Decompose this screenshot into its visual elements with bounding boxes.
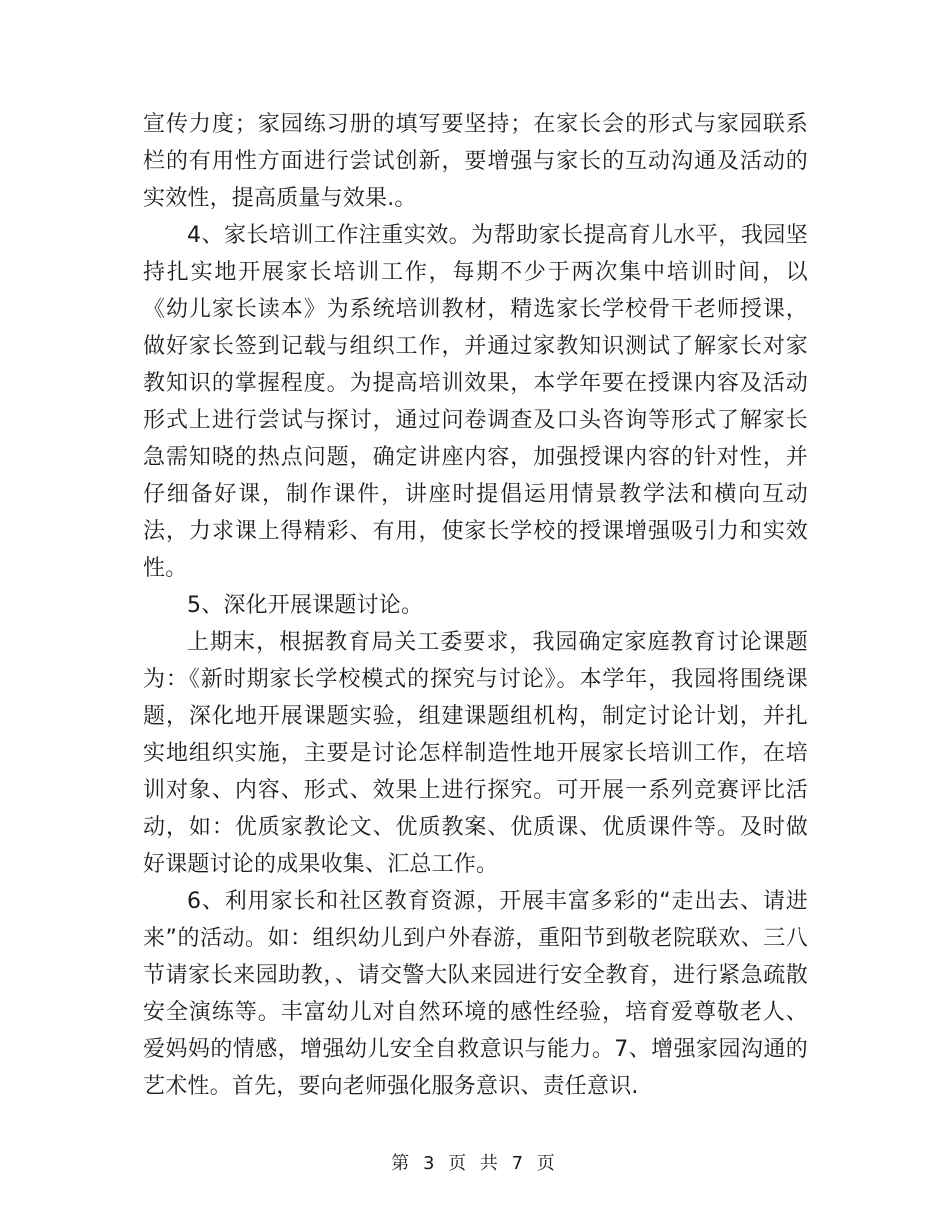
page-number-footer: 第 3 页 共 7 页 (391, 1153, 559, 1174)
paragraph-parent-training: 4、家长培训工作注重实效。为帮助家长提高育儿水平，我园坚持扎实地开展家长培训工作，每期不少于两次集中培训时间，以《幼儿家长读本》为系统培训教材，精选家长学校骨干老师授课，做好家长签到记载与组织工作，并通过家教知识测试了解家长对家教知识的掌握程度。为提高培训效果，本学年要在授课内容及活动形式上进行尝试与探讨，通过问卷调查及口头咨询等形式了解家长急需知晓的热点问题，确定讲座内容，加强授课内容的针对性，并仔细备好课，制作课件，讲座时提倡运用情景教学法和横向互动法，力求课上得精彩、有用，使家长学校的授课增强吸引力和实效性。 (143, 223, 808, 581)
paragraph-community-resources: 6、利用家长和社区教育资源，开展丰富多彩的“走出去、请进来”的活动。如：组织幼儿到户外春游，重阳节到敬老院联欢、三八节请家长来园助教，、请交警大队来园进行安全教育，进行紧急疏散安全演练等。丰富幼儿对自然环境的感性经验，培育爱尊敬老人、爱妈妈的情感，增强幼儿安全自救意识与能力。7、增强家园沟通的艺术性。首先，要向老师强化服务意识、责任意识. (143, 889, 808, 1099)
paragraph-continuation: 宣传力度；家园练习册的填写要坚持；在家长会的形式与家园联系栏的有用性方面进行尝试创新，要增强与家长的互动沟通及活动的实效性，提高质量与效果.。 (143, 112, 808, 211)
paragraph-research-topic: 上期末，根据教育局关工委要求，我园确定家庭教育讨论课题为：《新时期家长学校模式的探究与讨论》。本学年，我园将围绕课题，深化地开展课题实验，组建课题组机构，制定讨论计划，并扎实地组织实施，主要是讨论怎样制造性地开展家长培训工作，在培训对象、内容、形式、效果上进行探究。可开展一系列竞赛评比活动，如：优质家教论文、优质教案、优质课、优质课件等。及时做好课题讨论的成果收集、汇总工作。 (143, 630, 808, 877)
paragraph-research-heading: 5、深化开展课题讨论。 (187, 593, 424, 618)
document-body (143, 106, 808, 1105)
